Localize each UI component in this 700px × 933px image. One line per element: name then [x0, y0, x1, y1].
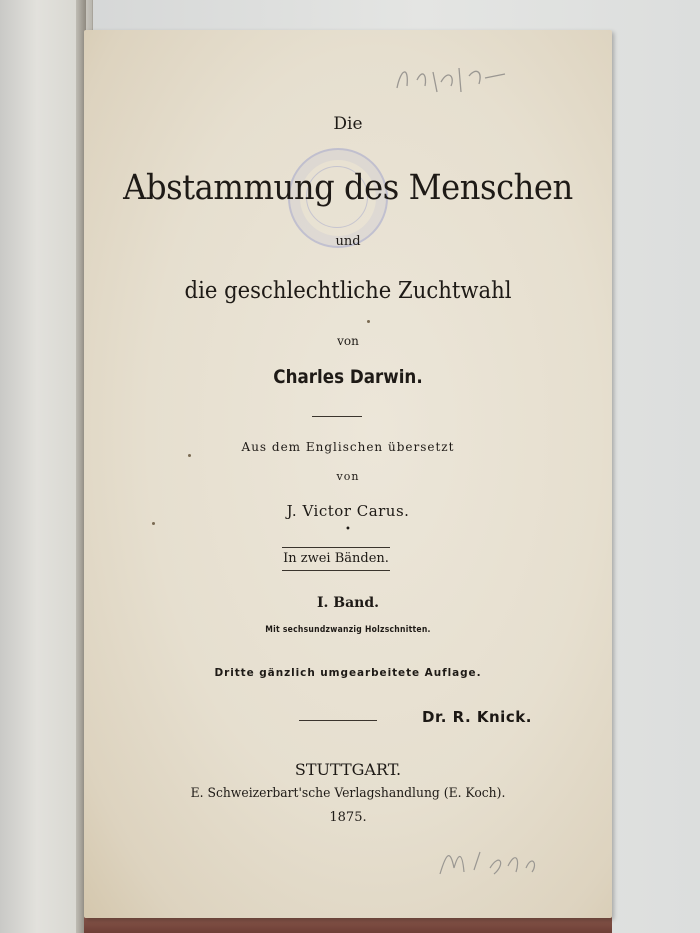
translation-note: Aus dem Englischen übersetzt — [241, 440, 455, 454]
owner-stamp: Dr. R. Knick. — [422, 708, 532, 726]
main-title: Abstammung des Menschen — [123, 168, 573, 208]
paper-speck — [152, 522, 155, 525]
volumes-label: In zwei Bänden. — [282, 547, 390, 571]
divider-rule-lower — [299, 720, 377, 721]
title-und: und — [335, 234, 361, 249]
pencil-annotation-top — [389, 58, 519, 98]
author-von: von — [337, 334, 359, 348]
translator-von: von — [336, 470, 360, 483]
publisher-city: STUTTGART. — [294, 760, 402, 779]
title-page — [84, 30, 612, 918]
publication-year: 1875. — [329, 810, 367, 825]
author-name: Charles Darwin. — [273, 366, 423, 388]
publisher-name: E. Schweizerbart'sche Verlagshandlung (E. Koch). — [190, 786, 506, 801]
paper-speck — [188, 454, 191, 457]
translator-name: J. Victor Carus. — [286, 502, 410, 520]
subtitle: die geschlechtliche Zuchtwahl — [184, 278, 512, 304]
divider-rule — [312, 416, 362, 417]
separator-dot: • — [345, 524, 351, 535]
band-label: I. Band. — [316, 595, 380, 611]
pencil-annotation-bottom — [434, 840, 554, 880]
woodcuts-note: Mit sechsundzwanzig Holzschnitten. — [265, 625, 431, 635]
edition-note: Dritte gänzlich umgearbeitete Auflage. — [214, 666, 482, 679]
paper-speck — [367, 320, 370, 323]
title-die: Die — [333, 114, 363, 134]
